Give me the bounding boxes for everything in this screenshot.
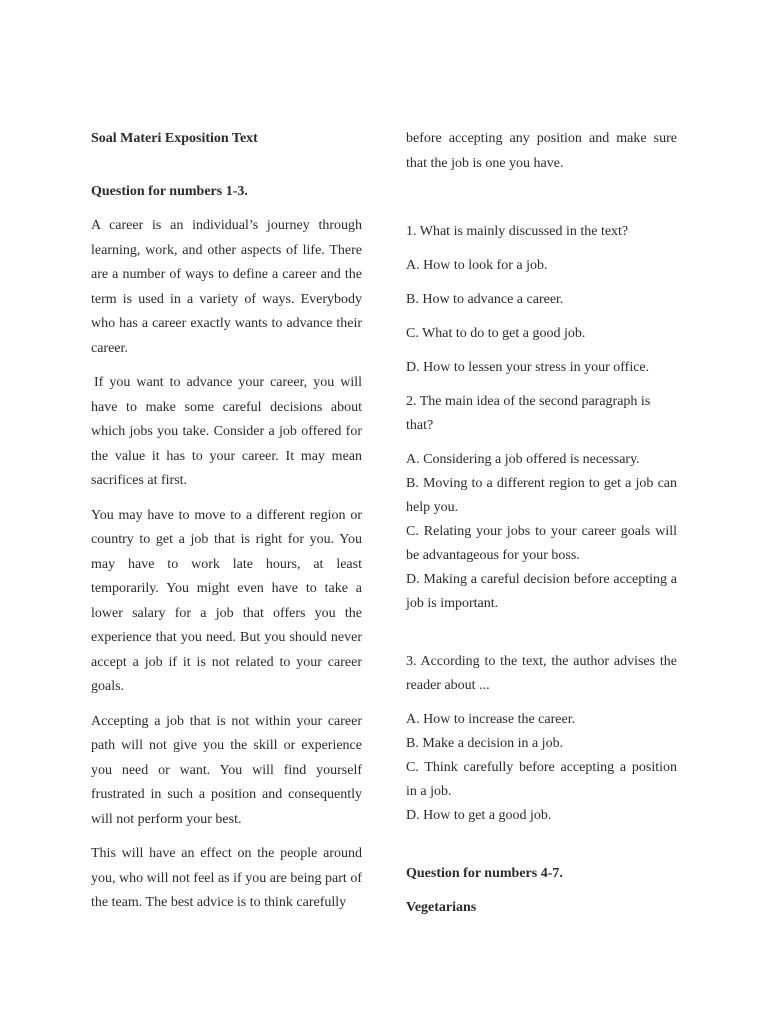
section-heading-1-3: Question for numbers 1-3.	[91, 184, 248, 199]
question-2-option-b: B. Moving to a different region to get a job can help you.	[406, 476, 677, 515]
question-3-option-d: D. How to get a good job.	[406, 808, 552, 823]
question-2-option-c: C. Relating your jobs to your career goals will be advantageous for your boss.	[406, 524, 677, 563]
question-1-option-d: D. How to lessen your stress in your office.	[406, 360, 650, 375]
left-column	[91, 127, 362, 926]
question-3-option-b: B. Make a decision in a job.	[406, 736, 564, 751]
paragraph-1: A career is an individual’s journey through learning, work, and other aspects of life. There are a number of ways to define a career and the term is used in a variety of ways. Everybody who has a career exactly wants to advance their career.	[91, 218, 362, 356]
question-3: 3. According to the text, the author advises the reader about ...	[406, 654, 677, 693]
paragraph-3: You may have to move to a different region or country to get a job that is right for you. You may have to work late hours, at least temporarily. You might even have to take a lower salary for a job that offers you the experience that you need. But you should never accept a job if it is not related to your career goals.	[91, 507, 362, 694]
right-column	[406, 127, 677, 930]
paragraph-continuation: before accepting any position and make sure that the job is one you have.	[406, 131, 677, 171]
question-1-option-c: C. What to do to get a good job.	[406, 326, 586, 341]
question-2-option-d: D. Making a careful decision before accepting a job is important.	[406, 572, 677, 611]
document-title: Soal Materi Exposition Text	[91, 131, 258, 146]
question-3-option-a: A. How to increase the career.	[406, 712, 576, 727]
question-1: 1. What is mainly discussed in the text?	[406, 224, 629, 239]
question-1-option-b: B. How to advance a career.	[406, 292, 564, 307]
section-title-vegetarians: Vegetarians	[406, 900, 477, 915]
paragraph-4: Accepting a job that is not within your career path will not give you the skill or experience you need or want. You will find yourself frustrated in such a position and consequently will not perform your best.	[91, 713, 362, 827]
question-1-option-a: A. How to look for a job.	[406, 258, 548, 273]
section-heading-4-7: Question for numbers 4-7.	[406, 866, 563, 881]
paragraph-2: If you want to advance your career, you will have to make some careful decisions about which jobs you take. Consider a job offered for the value it has to your career. It may mean sacrifices at first.	[91, 375, 362, 488]
question-3-option-c: C. Think carefully before accepting a position in a job.	[406, 760, 677, 799]
question-2-option-a: A. Considering a job offered is necessary.	[406, 452, 640, 467]
question-2: 2. The main idea of the second paragraph is that?	[406, 394, 651, 433]
paragraph-5: This will have an effect on the people around you, who will not feel as if you are being part of the team. The best advice is to think carefully	[91, 846, 362, 910]
